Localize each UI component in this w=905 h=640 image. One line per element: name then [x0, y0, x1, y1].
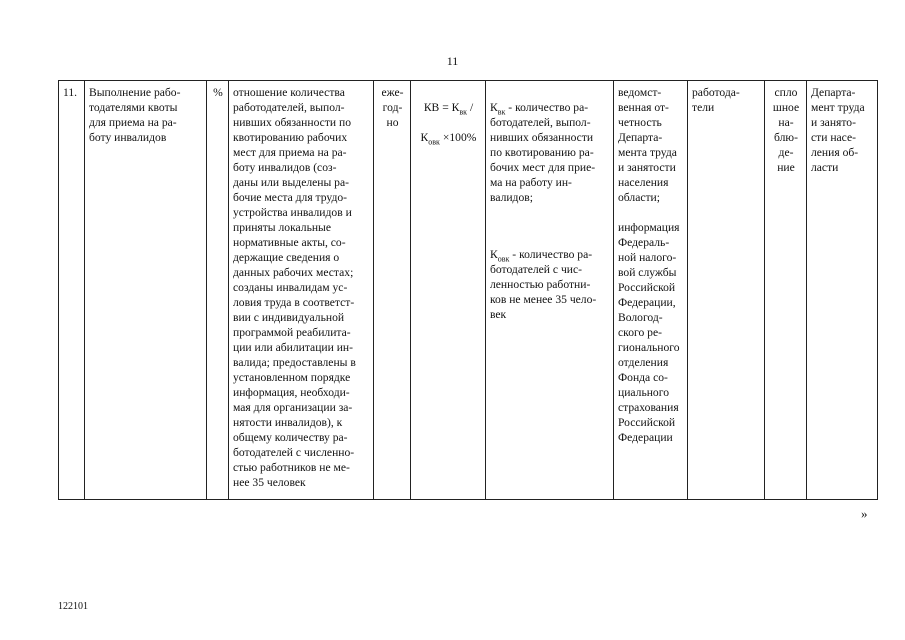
formula-multiplier: ×100%: [439, 131, 477, 144]
variable-subscript: вк: [497, 107, 506, 117]
definition-cell: отношение количества работодателей, выпол- нивших обязанности по квотированию рабочих мест для приема на ра- боту инвалидов (соз- даны или выделены ра- бочие места для трудо- устройства инвалидов и приняты локальные нормативные акты, со- держащие сведения о данных рабочих местах; созданы инвалидам ус- ловия труда в соответст- вии с индивидуальной программой реабилита- ции или абилитации ин- валида; предоставлены в установленном порядке информация, необходи- мая для организации за- нятости инвалидов), к общему количеству ра- ботодателей с численно- стью работников не ме- нее 35 человек: [229, 81, 374, 500]
page-number: 11: [446, 54, 459, 68]
indicator-table: [58, 80, 878, 500]
variable-text: - количество ра- ботодателей, выпол- нивших обязанности по квотированию ра- бочих мест для прие- ма на работу ин- валидов;: [490, 101, 596, 204]
formula-divide: /: [467, 101, 474, 114]
variable-spacer: [490, 220, 610, 232]
formula-sub-vk: вк: [459, 107, 468, 117]
continuation-mark: »: [861, 506, 868, 521]
formula-line-2: [415, 130, 482, 145]
formula-k-text: К: [420, 131, 429, 144]
formula-line-1: [415, 100, 482, 115]
variables-cell: [486, 81, 614, 500]
variable-text: - количество ра- ботодателей с чис- ленностью работни- ков не менее 35 чело- век: [490, 248, 597, 321]
respondents-cell: работода- тели: [688, 81, 765, 500]
indicator-name-cell: Выполнение рабо- тодателями квоты для приема на ра- боту инвалидов: [85, 81, 207, 500]
unit-cell: %: [207, 81, 229, 500]
responsible-cell: Департа- мент труда и занято- сти насе- ления об- ласти: [807, 81, 878, 500]
variable-symbol: К: [490, 248, 498, 261]
frequency-cell: еже- год- но: [374, 81, 411, 500]
table-row: [59, 81, 878, 500]
data-sources-cell: ведомст- венная от- четность Дeпарта- мента труда и занятости населения области; информация Федераль- ной налого- вой службы Российской Федерации, Вологод- ского ре- гионального отделения Фонда со- циального страхования Российской Федерации: [614, 81, 688, 500]
formula-sub-ovk: овк: [428, 137, 440, 147]
method-cell: спло шное на- блю- де- ние: [765, 81, 807, 500]
formula-kv-text: КВ = К: [423, 101, 460, 114]
variable-kvk-definition: [490, 100, 610, 205]
variable-subscript: овк: [497, 254, 510, 264]
row-number-cell: 11.: [59, 81, 85, 500]
document-code: 122101: [58, 601, 88, 612]
variable-symbol: К: [490, 101, 498, 114]
formula-cell: [411, 81, 486, 500]
variable-kovk-definition: [490, 247, 610, 322]
